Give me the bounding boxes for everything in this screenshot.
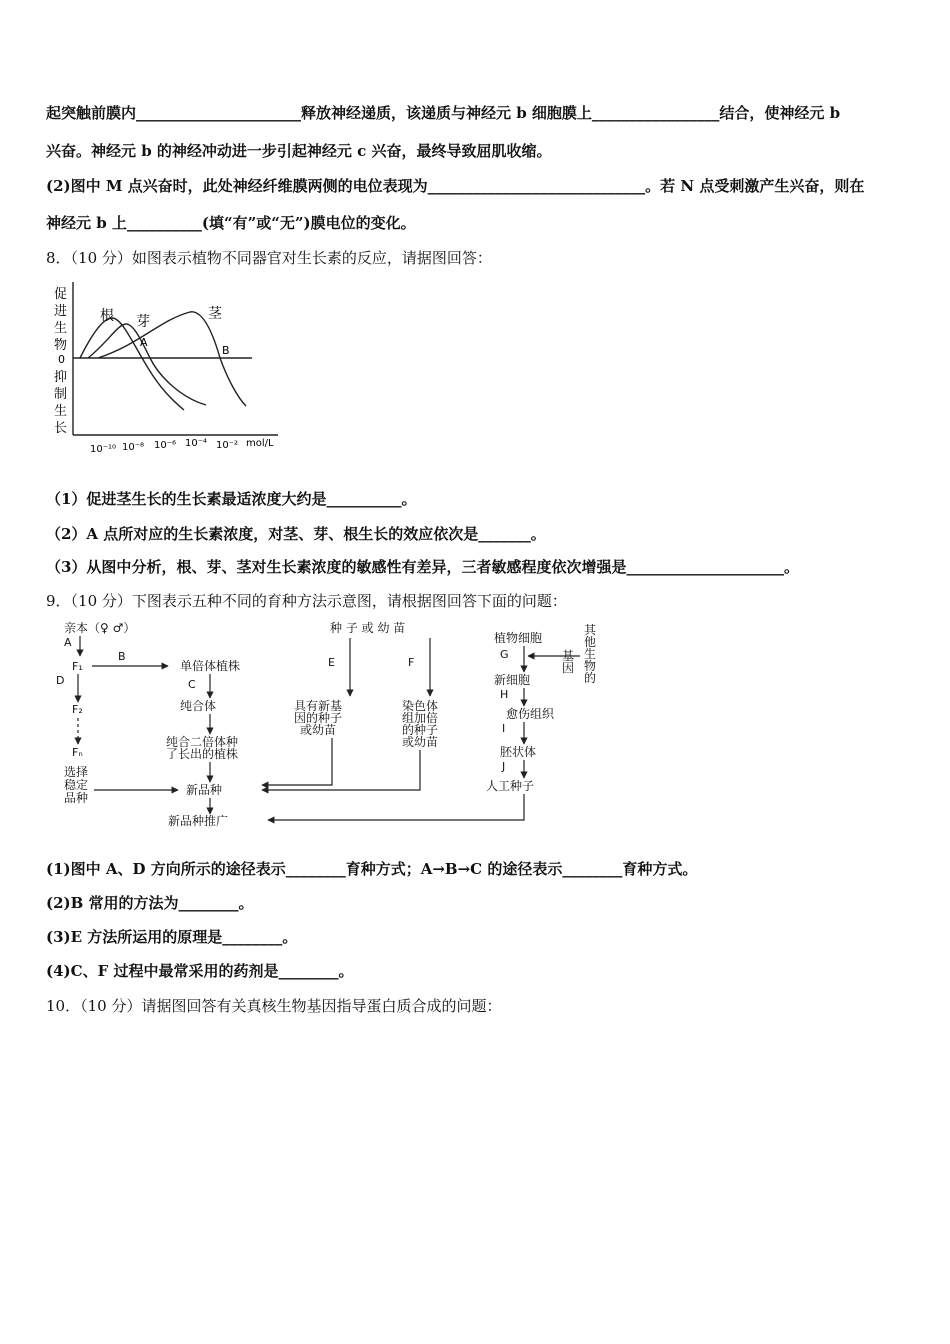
q7-line-2: 兴奋。神经元 b 的神经冲动进一步引起神经元 c 兴奋，最终导致屈肌收缩。 (46, 142, 552, 160)
gene-label-1: 基 (562, 649, 575, 663)
select-label-2: 稳定 (64, 778, 89, 792)
step-h-label: H (500, 688, 509, 701)
q7-line-3: (2)图中 M 点兴奋时，此处神经纤维膜两侧的电位表现为_____________________________。若 N 点受刺激产生兴奋，则在 (46, 177, 865, 195)
y-label-top-1: 促 (54, 287, 68, 302)
q8-sub-1: （1）促进茎生长的生长素最适浓度大约是__________。 (46, 490, 417, 508)
y-label-bottom-2: 制 (54, 387, 68, 402)
callus-label: 愈伤组织 (506, 707, 555, 721)
point-a-label: A (140, 336, 148, 349)
auxin-response-graph (50, 280, 290, 460)
fn-label: Fₙ (72, 746, 83, 759)
q8-stem: 8．（10 分）如图表示植物不同器官对生长素的反应，请据图回答： (46, 249, 492, 267)
arrow-seed-promotion (268, 794, 524, 820)
y-label-bottom-4: 长 (54, 421, 68, 436)
q9-sub-1: (1)图中 A、D 方向所示的途径表示________育种方式；A→B→C 的途径表示________育种方式。 (46, 860, 698, 878)
diploid-label-2: 了长出的植株 (166, 747, 239, 761)
mutation-label-2: 因的种子 (294, 711, 343, 725)
q8-sub-2: （2）A 点所对应的生长素浓度，对茎、芽、根生长的效应依次是_______。 (46, 525, 546, 543)
x-tick-5: 10⁻² (216, 440, 239, 451)
stem-label: 茎 (208, 306, 222, 322)
step-a-label: A (64, 636, 72, 649)
pure-label: 纯合体 (180, 699, 217, 713)
breeding-methods-diagram (50, 620, 610, 830)
arrow-polyploid-new (262, 750, 420, 790)
step-i-label: I (502, 722, 506, 735)
q7-line-1: 起突触前膜内______________________释放神经递质，该递质与神经元 b 细胞膜上_________________结合，使神经元 b (46, 104, 841, 122)
polyploid-label-2: 组加倍 (402, 711, 439, 725)
root-curve (80, 318, 184, 410)
step-e-label: E (328, 656, 335, 669)
step-g-label: G (500, 648, 509, 661)
plant-cell-label: 植物细胞 (494, 631, 543, 645)
polyploid-label-4: 或幼苗 (402, 735, 439, 749)
q7-line-4: 神经元 b 上__________(填“有”或“无”)膜电位的变化。 (46, 214, 416, 232)
haploid-label: 单倍体植株 (180, 659, 241, 673)
point-b-label: B (222, 344, 230, 357)
x-tick-3: 10⁻⁶ (154, 440, 177, 451)
gene-label-2: 因 (562, 661, 575, 675)
y-label-bottom-1: 抑 (54, 370, 68, 385)
q8-sub-3: （3）从图中分析，根、芽、茎对生长素浓度的敏感性有差异，三者敏感程度依次增强是_____________________。 (46, 558, 799, 576)
x-tick-4: 10⁻⁴ (185, 438, 208, 449)
new-variety-label: 新品种 (186, 783, 223, 797)
y-label-top-3: 生 (54, 321, 68, 336)
step-d-label: D (56, 674, 65, 687)
artificial-seed-label: 人工种子 (486, 779, 535, 793)
diploid-label-1: 纯合二倍体种 (166, 735, 239, 749)
y-label-top-4: 物 (54, 338, 68, 353)
q10-stem: 10．（10 分）请据图回答有关真核生物基因指导蛋白质合成的问题： (46, 997, 502, 1015)
breeding-methods-figure (50, 620, 610, 830)
x-tick-1: 10⁻¹⁰ (90, 444, 117, 455)
new-cell-label: 新细胞 (494, 673, 531, 687)
step-j-label: J (502, 760, 506, 773)
step-f-label: F (408, 656, 415, 669)
q9-sub-2: (2)B 常用的方法为________。 (46, 894, 254, 912)
other-org-label-4: 物 (584, 659, 597, 673)
x-unit: mol/L (246, 438, 274, 449)
select-label-1: 选择 (64, 765, 89, 779)
arrow-mutation-new (262, 738, 332, 785)
step-c-label: C (188, 678, 196, 691)
y-label-bottom-3: 生 (54, 404, 68, 419)
step-b-label: B (118, 650, 126, 663)
origin-label: 0 (58, 353, 65, 366)
parent-label: 亲本（♀ ♂） (64, 621, 136, 635)
f2-label: F₂ (72, 703, 83, 716)
other-org-label-1: 其 (584, 623, 597, 637)
f1-label: F₁ (72, 660, 83, 673)
polyploid-label-1: 染色体 (402, 699, 439, 713)
other-org-label-2: 他 (584, 635, 597, 649)
seed-label: 种 子 或 幼 苗 (330, 621, 406, 635)
mutation-label-1: 具有新基 (294, 699, 343, 713)
root-label: 根 (100, 308, 114, 324)
other-org-label-5: 的 (584, 671, 597, 685)
x-tick-2: 10⁻⁸ (122, 442, 145, 453)
select-label-3: 品种 (64, 791, 89, 805)
y-label-top-2: 进 (54, 304, 68, 319)
q9-sub-4: (4)C、F 过程中最常采用的药剂是________。 (46, 962, 354, 980)
promotion-label: 新品种推广 (168, 814, 229, 828)
mutation-label-3: 或幼苗 (300, 723, 337, 737)
polyploid-label-3: 的种子 (402, 723, 439, 737)
auxin-response-figure (50, 280, 290, 460)
other-org-label-3: 生 (584, 647, 597, 661)
bud-label: 芽 (136, 314, 150, 330)
q9-stem: 9．（10 分）下图表示五种不同的育种方法示意图，请根据图回答下面的问题： (46, 592, 567, 610)
embryoid-label: 胚状体 (500, 745, 537, 759)
q9-sub-3: (3)E 方法所运用的原理是________。 (46, 928, 298, 946)
